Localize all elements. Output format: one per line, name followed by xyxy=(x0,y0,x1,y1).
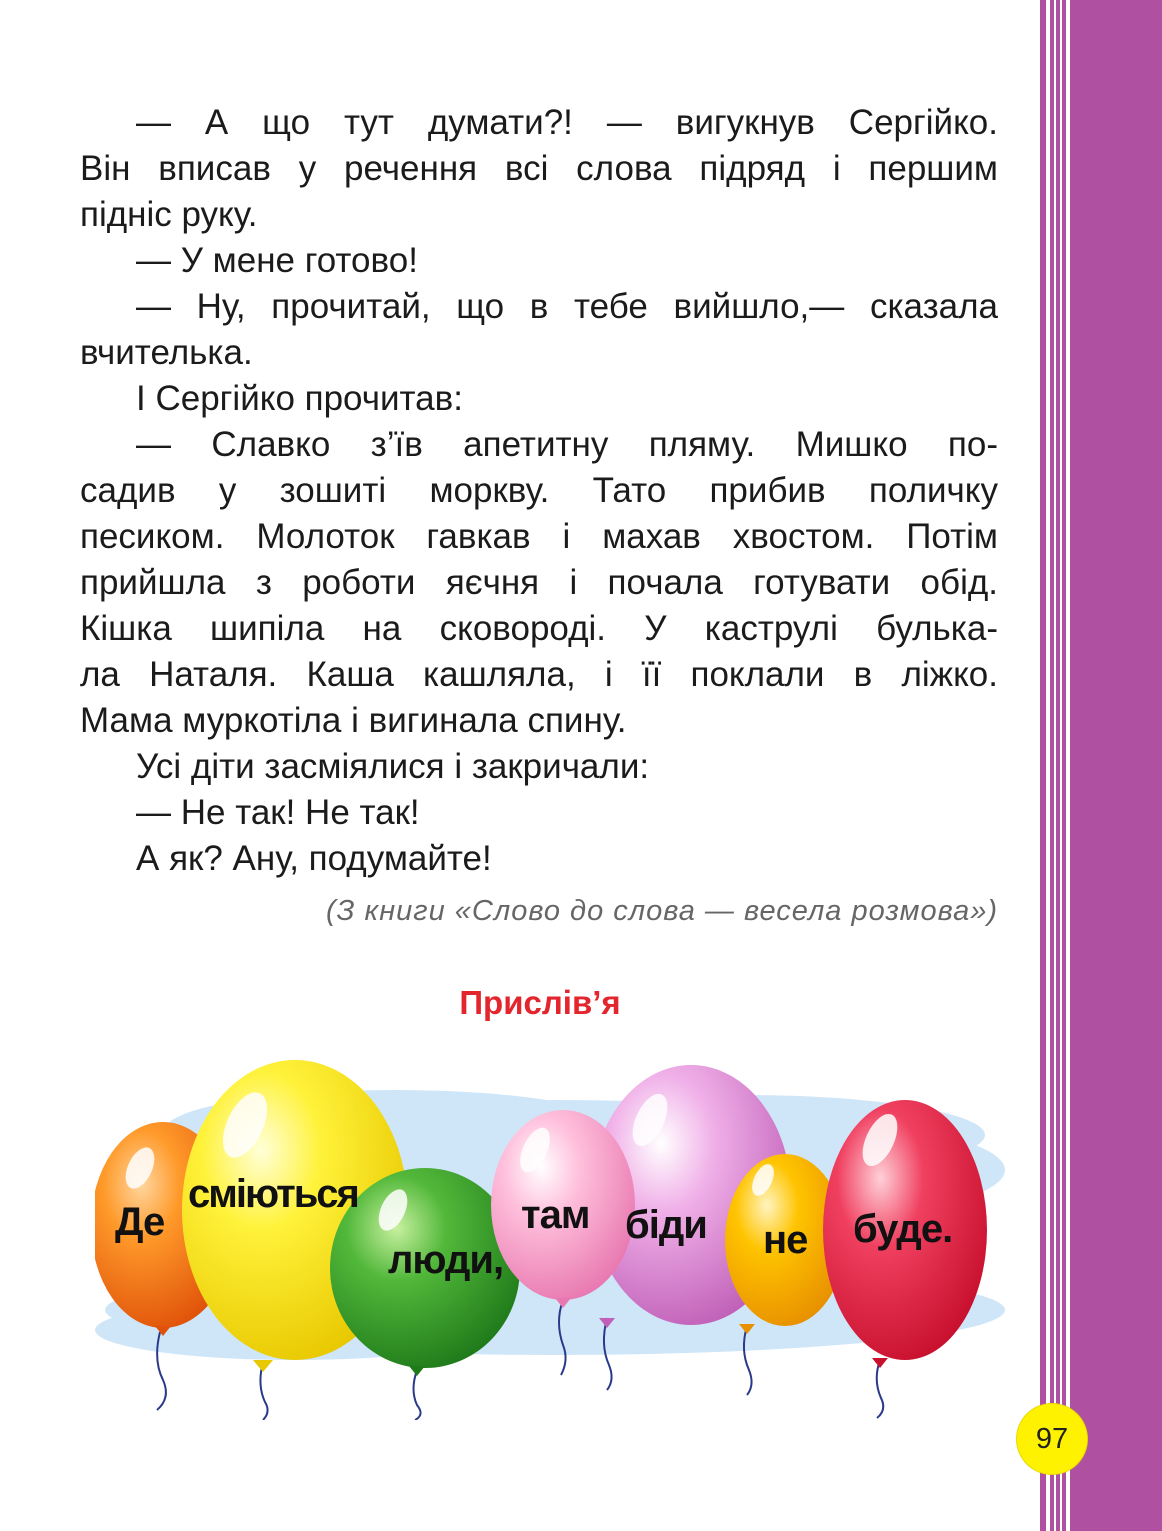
story-line: А як? Ану, подумайте! xyxy=(136,839,492,878)
story-line: — А що тут думати?! — вигукнув Сергійко. xyxy=(136,103,998,142)
balloons-illustration xyxy=(95,1060,1005,1420)
story-line: — Не так! Не так! xyxy=(136,793,420,832)
proverb-word: біди xyxy=(625,1203,707,1247)
story-line: Мама муркотіла і вигинала спину. xyxy=(80,701,627,740)
story-line: вчителька. xyxy=(80,333,253,372)
stripe-line xyxy=(1046,0,1050,1531)
story-line: Він вписав у речення всі слова підряд і першим xyxy=(80,149,998,188)
story-line: — Ну, прочитай, що в тебе вийшло,— сказала xyxy=(136,287,998,326)
story-line: Усі діти засміялися і закричали: xyxy=(136,747,650,786)
story-line: ла Наталя. Каша кашляла, і її поклали в ліжко. xyxy=(80,655,998,694)
proverb-word: Де xyxy=(115,1200,165,1244)
stripe-line xyxy=(1054,0,1056,1531)
stripe-line xyxy=(1066,0,1070,1531)
story-line: садив у зошиті моркву. Тато прибив поличку xyxy=(80,471,998,510)
page-number: 97 xyxy=(1017,1404,1087,1474)
proverb-heading: Прислів’я xyxy=(459,984,621,1021)
story-text xyxy=(80,100,998,882)
story-line: песиком. Молоток гавкав і махав хвостом. Потім xyxy=(80,517,998,556)
stripe-line xyxy=(1060,0,1062,1531)
proverb-word: буде. xyxy=(853,1207,953,1251)
proverb-word: там xyxy=(521,1193,590,1237)
story-line: прийшла з роботи яєчня і почала готувати обід. xyxy=(80,563,998,602)
source-citation: (З книги «Слово до слова — весела розмова») xyxy=(326,895,998,927)
story-line: Кішка шипіла на сковороді. У каструлі булька- xyxy=(80,609,998,648)
side-stripe xyxy=(1040,0,1162,1531)
story-line: підніс руку. xyxy=(80,195,258,234)
story-line: — У мене готово! xyxy=(136,241,418,280)
story-line: — Славко з’їв апетитну пляму. Мишко по- xyxy=(136,425,998,464)
proverb-word: не xyxy=(763,1218,808,1262)
story-line: І Сергійко прочитав: xyxy=(136,379,463,418)
proverb-word: люди, xyxy=(388,1238,504,1282)
proverb-word: сміються xyxy=(188,1172,358,1216)
